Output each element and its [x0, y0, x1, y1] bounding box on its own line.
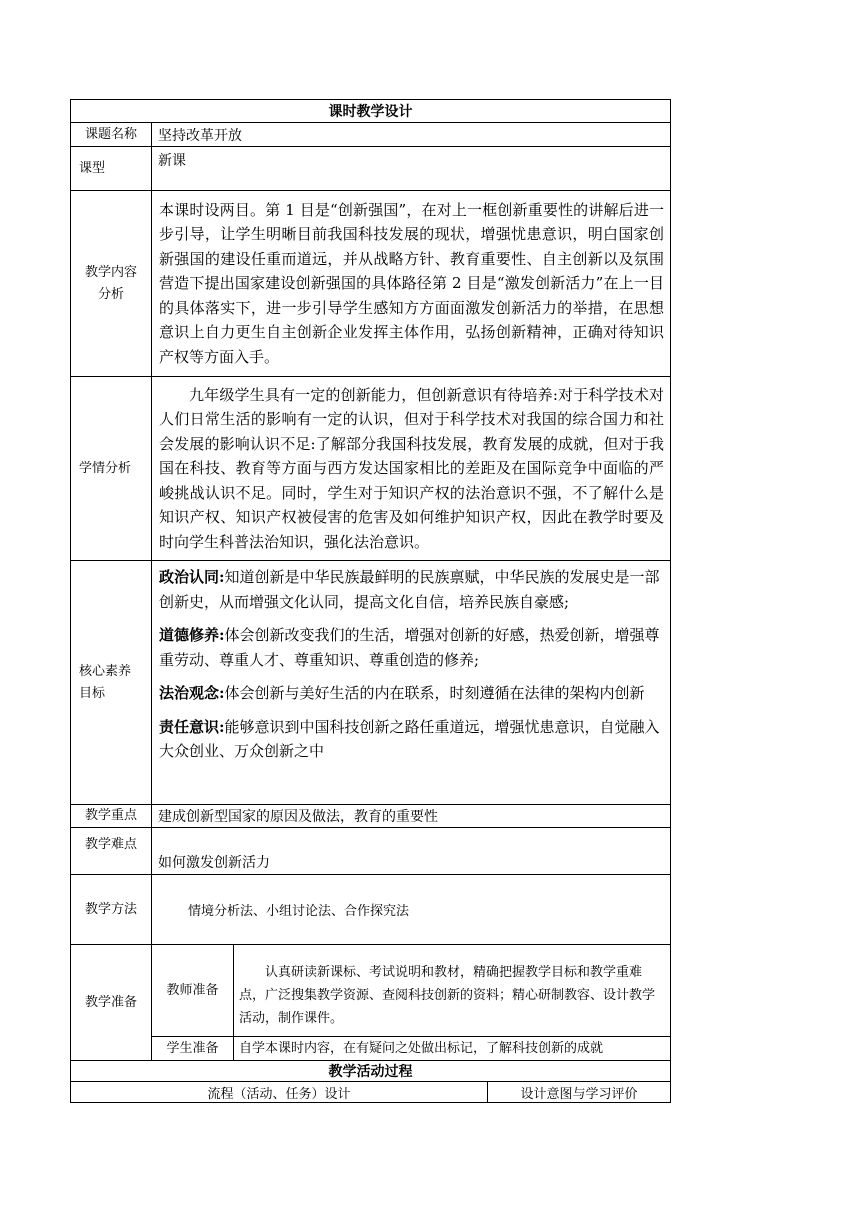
goal-legal	[159, 681, 664, 706]
preparation-label: 教学准备	[71, 945, 152, 1061]
method-row	[71, 875, 671, 945]
lesson-plan-table	[70, 99, 671, 1103]
core-goals-label-line2: 目标	[79, 685, 106, 701]
difficulty-row	[71, 828, 671, 875]
type-label: 课型	[71, 147, 152, 191]
key-point-label: 教学重点	[71, 805, 152, 828]
core-goals-label-line1: 核心素养	[79, 663, 132, 679]
goal-responsibility	[159, 715, 664, 764]
content-analysis-label	[71, 191, 152, 377]
process-column-flow: 流程（活动、任务）设计	[71, 1082, 488, 1103]
student-prep-text: 自学本课时内容，在有疑问之处做出标记，了解科技创新的成就	[234, 1037, 671, 1061]
topic-label: 课题名称	[71, 123, 152, 147]
core-goals-label	[71, 561, 152, 805]
teacher-prep-text: 认真研读新课标、考试说明和教材，精确把握教学目标和教学重难点，广泛搜集教学资源、查阅科技创新的资料；精心研制教容、设计教学活动，制作课件。	[234, 945, 671, 1037]
process-column-intent: 设计意图与学习评价	[488, 1082, 671, 1103]
process-title: 教学活动过程	[71, 1061, 671, 1082]
goal-responsibility-text: 能够意识到中国科技创新之路任重道远，增强忧患意识，自觉融入大众创业、万众创新之中	[159, 717, 660, 760]
process-columns-row	[71, 1082, 671, 1103]
learner-analysis-text: 九年级学生具有一定的创新能力，但创新意识有待培养:对于科学技术对人们日常生活的影响有一定的认识，但对于科学技术对我国的综合国力和社会发展的影响认识不足:了解部分我国科技发展，教育发展的成就，但对于我国在科技、教育等方面与西方发达国家相比的差距及在国际竞争中面临的严峻挑战认识不足。同时，学生对于知识产权的法治意识不强，不了解什么是知识产权、知识产权被侵害的危害及如何维护知识产权，因此在教学时要及时向学生科普法治知识，强化法治意识。	[152, 377, 671, 561]
title-row	[71, 100, 671, 123]
content-analysis-label-line2: 分析	[97, 286, 124, 302]
goal-political-head: 政治认同:	[159, 568, 225, 586]
learner-analysis-row	[71, 377, 671, 561]
content-analysis-row	[71, 191, 671, 377]
goal-moral	[159, 623, 664, 672]
method-label: 教学方法	[71, 875, 152, 945]
goal-political-text: 知道创新是中华民族最鲜明的民族禀赋，中华民族的发展史是一部创新史，从而增强文化认同，提高文化自信，培养民族自豪感;	[159, 568, 660, 611]
content-analysis-label-line1: 教学内容	[84, 264, 137, 280]
goal-moral-text: 体会创新改变我们的生活，增强对创新的好感，热爱创新，增强尊重劳动、尊重人才、尊重知识、尊重创造的修养;	[159, 626, 660, 669]
core-goals-cell	[152, 561, 671, 805]
student-prep-row	[71, 1037, 671, 1061]
difficulty-value: 如何激发创新活力	[152, 828, 671, 875]
goal-political	[159, 565, 664, 614]
student-prep-label: 学生准备	[152, 1037, 234, 1061]
learner-analysis-label: 学情分析	[71, 377, 152, 561]
topic-value: 坚持改革开放	[152, 123, 671, 147]
table-title: 课时教学设计	[71, 100, 671, 123]
lesson-plan-sheet	[70, 99, 670, 1103]
topic-row	[71, 123, 671, 147]
key-point-row	[71, 805, 671, 828]
teacher-prep-label: 教师准备	[152, 945, 234, 1037]
goal-legal-text: 体会创新与美好生活的内在联系，时刻遵循在法律的架构内创新	[224, 684, 645, 702]
goal-responsibility-head: 责任意识:	[159, 717, 225, 736]
goal-legal-head: 法治观念:	[159, 684, 225, 702]
method-value: 情境分析法、小组讨论法、合作探究法	[152, 875, 671, 945]
goal-moral-head: 道德修养:	[159, 626, 225, 644]
type-value: 新课	[152, 147, 671, 191]
core-goals-row	[71, 561, 671, 805]
content-analysis-text: 本课时设两目。第 1 目是“创新强国”，在对上一框创新重要性的讲解后进一步引导，让学生明晰目前我国科技发展的现状，增强忧患意识，明白国家创新强国的建设任重而道远，并从战略方针、教育重要性、自主创新以及氛围营造下提出国家建设创新强国的具体路径第 2 目是“激发创新活力”在上一目的具体落实下，进一步引导学生感知方方面面激发创新活力的举措，在思想意识上自力更生自主创新企业发挥主体作用，弘扬创新精神，正确对待知识产权等方面入手。	[152, 191, 671, 377]
difficulty-label: 教学难点	[71, 828, 152, 875]
process-title-row	[71, 1061, 671, 1082]
teacher-prep-row	[71, 945, 671, 1037]
key-point-value: 建成创新型国家的原因及做法，教育的重要性	[152, 805, 671, 828]
type-row	[71, 147, 671, 191]
